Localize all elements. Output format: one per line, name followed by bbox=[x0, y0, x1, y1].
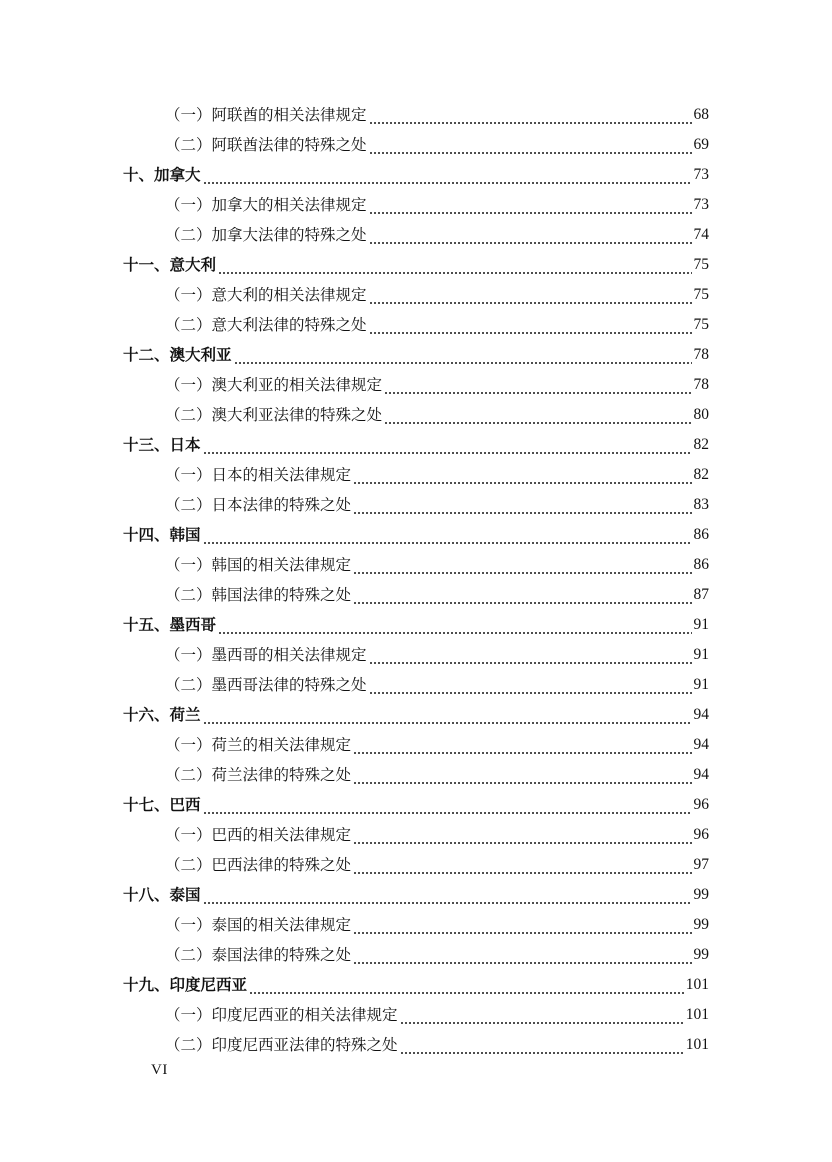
toc-entry-title: （二）泰国法律的特殊之处 bbox=[165, 946, 352, 964]
toc-chapter-entry[interactable] bbox=[123, 880, 709, 910]
toc-entry-title: 十六、荷兰 bbox=[123, 705, 201, 724]
toc-entry-title: 十九、印度尼西亚 bbox=[123, 975, 248, 994]
dot-leader bbox=[369, 220, 692, 250]
dot-leader bbox=[218, 610, 691, 640]
toc-entry-page-number: 78 bbox=[693, 376, 709, 393]
dot-leader bbox=[400, 1030, 684, 1060]
toc-entry-page-number: 75 bbox=[693, 256, 709, 273]
toc-section-entry[interactable] bbox=[165, 1000, 709, 1030]
dot-leader bbox=[203, 160, 692, 190]
toc-entry-page-number: 91 bbox=[693, 676, 709, 693]
dot-leader bbox=[203, 520, 692, 550]
toc-entry-page-number: 101 bbox=[685, 976, 709, 993]
dot-leader bbox=[369, 670, 692, 700]
toc-entry-page-number: 91 bbox=[693, 646, 709, 663]
toc-entry-title: （一）阿联酋的相关法律规定 bbox=[165, 106, 367, 124]
toc-entry-title: （二）加拿大法律的特殊之处 bbox=[165, 226, 367, 244]
toc-entry-title: 十八、泰国 bbox=[123, 885, 201, 904]
toc-entry-title: （一）荷兰的相关法律规定 bbox=[165, 736, 352, 754]
toc-chapter-entry[interactable] bbox=[123, 700, 709, 730]
toc-entry-title: （一）泰国的相关法律规定 bbox=[165, 916, 352, 934]
dot-leader bbox=[353, 910, 691, 940]
toc-entry-page-number: 99 bbox=[693, 946, 709, 963]
dot-leader bbox=[353, 580, 691, 610]
toc-entry-page-number: 83 bbox=[693, 496, 709, 513]
toc-entry-title: （二）墨西哥法律的特殊之处 bbox=[165, 676, 367, 694]
toc-entry-page-number: 73 bbox=[693, 166, 709, 183]
toc-entry-title: （二）阿联酋法律的特殊之处 bbox=[165, 136, 367, 154]
toc-entry-page-number: 73 bbox=[693, 196, 709, 213]
toc-entry-page-number: 101 bbox=[685, 1036, 709, 1053]
toc-entry-title: （一）墨西哥的相关法律规定 bbox=[165, 646, 367, 664]
toc-section-entry[interactable] bbox=[165, 100, 709, 130]
toc-section-entry[interactable] bbox=[165, 820, 709, 850]
toc-section-entry[interactable] bbox=[165, 940, 709, 970]
toc-section-entry[interactable] bbox=[165, 130, 709, 160]
toc-entry-page-number: 97 bbox=[693, 856, 709, 873]
toc-entry-page-number: 74 bbox=[693, 226, 709, 243]
toc-entry-page-number: 75 bbox=[693, 316, 709, 333]
toc-entry-title: （一）印度尼西亚的相关法律规定 bbox=[165, 1006, 398, 1024]
toc-section-entry[interactable] bbox=[165, 280, 709, 310]
toc-section-entry[interactable] bbox=[165, 310, 709, 340]
toc-entry-title: 十四、韩国 bbox=[123, 525, 201, 544]
toc-entry-page-number: 82 bbox=[693, 466, 709, 483]
toc-entry-page-number: 80 bbox=[693, 406, 709, 423]
dot-leader bbox=[369, 640, 692, 670]
toc-entry-page-number: 82 bbox=[693, 436, 709, 453]
toc-entry-title: （二）巴西法律的特殊之处 bbox=[165, 856, 352, 874]
dot-leader bbox=[353, 550, 691, 580]
toc-entry-title: 十、加拿大 bbox=[123, 165, 201, 184]
toc-entry-title: 十二、澳大利亚 bbox=[123, 345, 232, 364]
toc-section-entry[interactable] bbox=[165, 580, 709, 610]
toc-chapter-entry[interactable] bbox=[123, 250, 709, 280]
dot-leader bbox=[384, 400, 691, 430]
dot-leader bbox=[369, 310, 692, 340]
page-number: VI bbox=[151, 1062, 168, 1078]
dot-leader bbox=[234, 340, 692, 370]
dot-leader bbox=[203, 790, 692, 820]
toc-chapter-entry[interactable] bbox=[123, 160, 709, 190]
dot-leader bbox=[353, 820, 691, 850]
toc-entry-page-number: 99 bbox=[693, 886, 709, 903]
toc-chapter-entry[interactable] bbox=[123, 340, 709, 370]
toc-entry-title: （一）澳大利亚的相关法律规定 bbox=[165, 376, 383, 394]
toc-entry-title: 十七、巴西 bbox=[123, 795, 201, 814]
dot-leader bbox=[353, 730, 691, 760]
toc-entry-page-number: 96 bbox=[693, 796, 709, 813]
table-of-contents bbox=[0, 100, 832, 1060]
toc-section-entry[interactable] bbox=[165, 220, 709, 250]
toc-section-entry[interactable] bbox=[165, 490, 709, 520]
toc-section-entry[interactable] bbox=[165, 640, 709, 670]
dot-leader bbox=[218, 250, 691, 280]
toc-section-entry[interactable] bbox=[165, 670, 709, 700]
toc-entry-page-number: 75 bbox=[693, 286, 709, 303]
dot-leader bbox=[203, 880, 692, 910]
toc-entry-title: （二）荷兰法律的特殊之处 bbox=[165, 766, 352, 784]
toc-entry-title: （一）加拿大的相关法律规定 bbox=[165, 196, 367, 214]
toc-entry-title: （二）印度尼西亚法律的特殊之处 bbox=[165, 1036, 398, 1054]
toc-entry-page-number: 86 bbox=[693, 556, 709, 573]
dot-leader bbox=[369, 100, 692, 130]
toc-entry-title: 十三、日本 bbox=[123, 435, 201, 454]
toc-section-entry[interactable] bbox=[165, 370, 709, 400]
toc-entry-page-number: 101 bbox=[685, 1006, 709, 1023]
toc-entry-title: （一）巴西的相关法律规定 bbox=[165, 826, 352, 844]
dot-leader bbox=[353, 850, 691, 880]
toc-chapter-entry[interactable] bbox=[123, 520, 709, 550]
dot-leader bbox=[203, 700, 692, 730]
dot-leader bbox=[353, 460, 691, 490]
dot-leader bbox=[369, 280, 692, 310]
toc-chapter-entry[interactable] bbox=[123, 970, 709, 1000]
toc-entry-title: 十一、意大利 bbox=[123, 255, 217, 274]
toc-section-entry[interactable] bbox=[165, 910, 709, 940]
toc-entry-title: 十五、墨西哥 bbox=[123, 615, 217, 634]
toc-chapter-entry[interactable] bbox=[123, 430, 709, 460]
toc-entry-title: （二）日本法律的特殊之处 bbox=[165, 496, 352, 514]
toc-entry-page-number: 87 bbox=[693, 586, 709, 603]
toc-section-entry[interactable] bbox=[165, 550, 709, 580]
dot-leader bbox=[353, 760, 691, 790]
dot-leader bbox=[369, 130, 692, 160]
toc-entry-title: （二）意大利法律的特殊之处 bbox=[165, 316, 367, 334]
dot-leader bbox=[369, 190, 692, 220]
dot-leader bbox=[249, 970, 684, 1000]
toc-entry-title: （一）日本的相关法律规定 bbox=[165, 466, 352, 484]
toc-entry-title: （一）韩国的相关法律规定 bbox=[165, 556, 352, 574]
toc-chapter-entry[interactable] bbox=[123, 790, 709, 820]
toc-entry-page-number: 94 bbox=[693, 706, 709, 723]
toc-section-entry[interactable] bbox=[165, 460, 709, 490]
toc-chapter-entry[interactable] bbox=[123, 610, 709, 640]
toc-entry-page-number: 78 bbox=[693, 346, 709, 363]
toc-entry-page-number: 99 bbox=[693, 916, 709, 933]
dot-leader bbox=[384, 370, 691, 400]
toc-entry-page-number: 96 bbox=[693, 826, 709, 843]
toc-entry-title: （二）澳大利亚法律的特殊之处 bbox=[165, 406, 383, 424]
toc-section-entry[interactable] bbox=[165, 760, 709, 790]
toc-section-entry[interactable] bbox=[165, 1030, 709, 1060]
dot-leader bbox=[400, 1000, 684, 1030]
toc-entry-page-number: 69 bbox=[693, 136, 709, 153]
toc-entry-page-number: 94 bbox=[693, 766, 709, 783]
toc-section-entry[interactable] bbox=[165, 190, 709, 220]
toc-entry-title: （一）意大利的相关法律规定 bbox=[165, 286, 367, 304]
dot-leader bbox=[203, 430, 692, 460]
toc-section-entry[interactable] bbox=[165, 730, 709, 760]
toc-entry-title: （二）韩国法律的特殊之处 bbox=[165, 586, 352, 604]
dot-leader bbox=[353, 940, 691, 970]
dot-leader bbox=[353, 490, 691, 520]
toc-entry-page-number: 86 bbox=[693, 526, 709, 543]
toc-entry-page-number: 68 bbox=[693, 106, 709, 123]
toc-section-entry[interactable] bbox=[165, 400, 709, 430]
toc-entry-page-number: 94 bbox=[693, 736, 709, 753]
toc-entry-page-number: 91 bbox=[693, 616, 709, 633]
toc-section-entry[interactable] bbox=[165, 850, 709, 880]
